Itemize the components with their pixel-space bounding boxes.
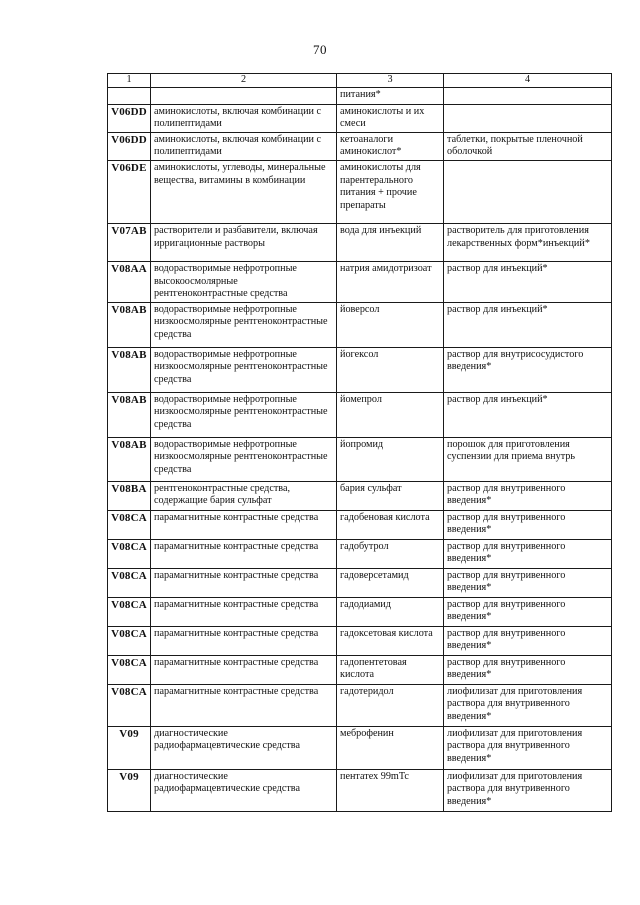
group-cell: водорастворимые нефротропные высокоосмолярные рентгеноконтрастные средства bbox=[151, 261, 337, 302]
atc-code-cell: V08CA bbox=[108, 655, 151, 684]
dosage-form-cell: раствор для внутривенного введения* bbox=[444, 481, 612, 510]
group-cell: парамагнитные контрастные средства bbox=[151, 684, 337, 726]
table-row bbox=[108, 261, 612, 302]
dosage-form-cell: таблетки, покрытые пленочной оболочкой bbox=[444, 132, 612, 160]
dosage-form-cell: раствор для внутривенного введения* bbox=[444, 568, 612, 597]
drug-name-cell: аминокислоты и их смеси bbox=[337, 104, 444, 132]
atc-code-cell: V08AB bbox=[108, 392, 151, 437]
table-row bbox=[108, 510, 612, 539]
drug-name-cell: гадотеридол bbox=[337, 684, 444, 726]
dosage-form-cell: раствор для внутривенного введения* bbox=[444, 597, 612, 626]
dosage-form-cell: раствор для внутривенного введения* bbox=[444, 539, 612, 568]
dosage-form-cell: раствор для инъекций* bbox=[444, 302, 612, 347]
dosage-form-cell: раствор для инъекций* bbox=[444, 392, 612, 437]
atc-code-cell: V08CA bbox=[108, 684, 151, 726]
header-row bbox=[108, 74, 612, 88]
table-row bbox=[108, 568, 612, 597]
table-row bbox=[108, 87, 612, 104]
table-row bbox=[108, 392, 612, 437]
dosage-form-cell: раствор для внутривенного введения* bbox=[444, 510, 612, 539]
group-cell: водорастворимые нефротропные низкоосмолярные рентгеноконтрастные средства bbox=[151, 302, 337, 347]
group-cell: диагностические радиофармацевтические средства bbox=[151, 726, 337, 769]
drug-name-cell: бария сульфат bbox=[337, 481, 444, 510]
table-row bbox=[108, 726, 612, 769]
group-cell: аминокислоты, включая комбинации с полипептидами bbox=[151, 132, 337, 160]
dosage-form-cell: раствор для внутривенного введения* bbox=[444, 655, 612, 684]
table-row bbox=[108, 104, 612, 132]
atc-code-cell: V08AB bbox=[108, 347, 151, 392]
atc-code-cell: V06DD bbox=[108, 132, 151, 160]
table-row bbox=[108, 437, 612, 481]
group-cell: парамагнитные контрастные средства bbox=[151, 626, 337, 655]
dosage-form-cell: лиофилизат для приготовления раствора для внутривенного введения* bbox=[444, 726, 612, 769]
dosage-form-cell bbox=[444, 87, 612, 104]
drug-name-cell: йогексол bbox=[337, 347, 444, 392]
drug-name-cell: натрия амидотризоат bbox=[337, 261, 444, 302]
drug-name-cell: гадоксетовая кислота bbox=[337, 626, 444, 655]
drug-name-cell: вода для инъекций bbox=[337, 223, 444, 261]
atc-code-cell: V06DD bbox=[108, 104, 151, 132]
dosage-form-cell: порошок для приготовления суспензии для приема внутрь bbox=[444, 437, 612, 481]
drug-table bbox=[107, 73, 612, 812]
dosage-form-cell: раствор для внутривенного введения* bbox=[444, 626, 612, 655]
group-cell: парамагнитные контрастные средства bbox=[151, 539, 337, 568]
dosage-form-cell: растворитель для приготовления лекарственных форм*инъекций* bbox=[444, 223, 612, 261]
drug-name-cell: гадоверсетамид bbox=[337, 568, 444, 597]
dosage-form-cell: лиофилизат для приготовления раствора для внутривенного введения* bbox=[444, 684, 612, 726]
group-cell: парамагнитные контрастные средства bbox=[151, 655, 337, 684]
drug-name-cell: питания* bbox=[337, 87, 444, 104]
group-cell bbox=[151, 87, 337, 104]
atc-code-cell bbox=[108, 87, 151, 104]
group-cell: рентгеноконтрастные средства, содержащие бария сульфат bbox=[151, 481, 337, 510]
table-row bbox=[108, 160, 612, 223]
drug-name-cell: гадобеновая кислота bbox=[337, 510, 444, 539]
atc-code-cell: V08CA bbox=[108, 597, 151, 626]
drug-name-cell: гадобутрол bbox=[337, 539, 444, 568]
drug-name-cell: меброфенин bbox=[337, 726, 444, 769]
table-row bbox=[108, 302, 612, 347]
table-row bbox=[108, 597, 612, 626]
dosage-form-cell bbox=[444, 160, 612, 223]
atc-code-cell: V08BA bbox=[108, 481, 151, 510]
dosage-form-cell: раствор для инъекций* bbox=[444, 261, 612, 302]
drug-name-cell: кетоаналоги аминокислот* bbox=[337, 132, 444, 160]
drug-name-cell: гадодиамид bbox=[337, 597, 444, 626]
dosage-form-cell: лиофилизат для приготовления раствора для внутривенного введения* bbox=[444, 769, 612, 811]
drug-name-cell: аминокислоты для парентерального питания + прочие препараты bbox=[337, 160, 444, 223]
atc-code-cell: V07AB bbox=[108, 223, 151, 261]
atc-code-cell: V08AA bbox=[108, 261, 151, 302]
atc-code-cell: V09 bbox=[108, 769, 151, 811]
header-cell-4: 4 bbox=[444, 74, 612, 88]
table-row bbox=[108, 132, 612, 160]
header-cell-3: 3 bbox=[337, 74, 444, 88]
atc-code-cell: V08CA bbox=[108, 539, 151, 568]
atc-code-cell: V08CA bbox=[108, 510, 151, 539]
table-row bbox=[108, 769, 612, 811]
group-cell: парамагнитные контрастные средства bbox=[151, 510, 337, 539]
atc-code-cell: V08AB bbox=[108, 437, 151, 481]
table-row bbox=[108, 626, 612, 655]
header-cell-2: 2 bbox=[151, 74, 337, 88]
table-row bbox=[108, 481, 612, 510]
group-cell: водорастворимые нефротропные низкоосмолярные рентгеноконтрастные средства bbox=[151, 347, 337, 392]
table-row bbox=[108, 655, 612, 684]
atc-code-cell: V08AB bbox=[108, 302, 151, 347]
drug-name-cell: йопромид bbox=[337, 437, 444, 481]
table-row bbox=[108, 347, 612, 392]
atc-code-cell: V09 bbox=[108, 726, 151, 769]
dosage-form-cell bbox=[444, 104, 612, 132]
dosage-form-cell: раствор для внутрисосудистого введения* bbox=[444, 347, 612, 392]
group-cell: аминокислоты, включая комбинации с полипептидами bbox=[151, 104, 337, 132]
table-row bbox=[108, 223, 612, 261]
atc-code-cell: V08CA bbox=[108, 626, 151, 655]
group-cell: аминокислоты, углеводы, минеральные вещества, витамины в комбинации bbox=[151, 160, 337, 223]
group-cell: парамагнитные контрастные средства bbox=[151, 568, 337, 597]
group-cell: растворители и разбавители, включая ирригационные растворы bbox=[151, 223, 337, 261]
header-cell-1: 1 bbox=[108, 74, 151, 88]
drug-name-cell: пентатех 99mTc bbox=[337, 769, 444, 811]
group-cell: водорастворимые нефротропные низкоосмолярные рентгеноконтрастные средства bbox=[151, 392, 337, 437]
drug-name-cell: йоверсол bbox=[337, 302, 444, 347]
table-body bbox=[108, 87, 612, 811]
group-cell: диагностические радиофармацевтические средства bbox=[151, 769, 337, 811]
atc-code-cell: V08CA bbox=[108, 568, 151, 597]
group-cell: парамагнитные контрастные средства bbox=[151, 597, 337, 626]
table-row bbox=[108, 684, 612, 726]
page-number: 70 bbox=[313, 42, 327, 57]
drug-name-cell: йомепрол bbox=[337, 392, 444, 437]
drug-name-cell: гадопентетовая кислота bbox=[337, 655, 444, 684]
atc-code-cell: V06DE bbox=[108, 160, 151, 223]
group-cell: водорастворимые нефротропные низкоосмолярные рентгеноконтрастные средства bbox=[151, 437, 337, 481]
table-row bbox=[108, 539, 612, 568]
